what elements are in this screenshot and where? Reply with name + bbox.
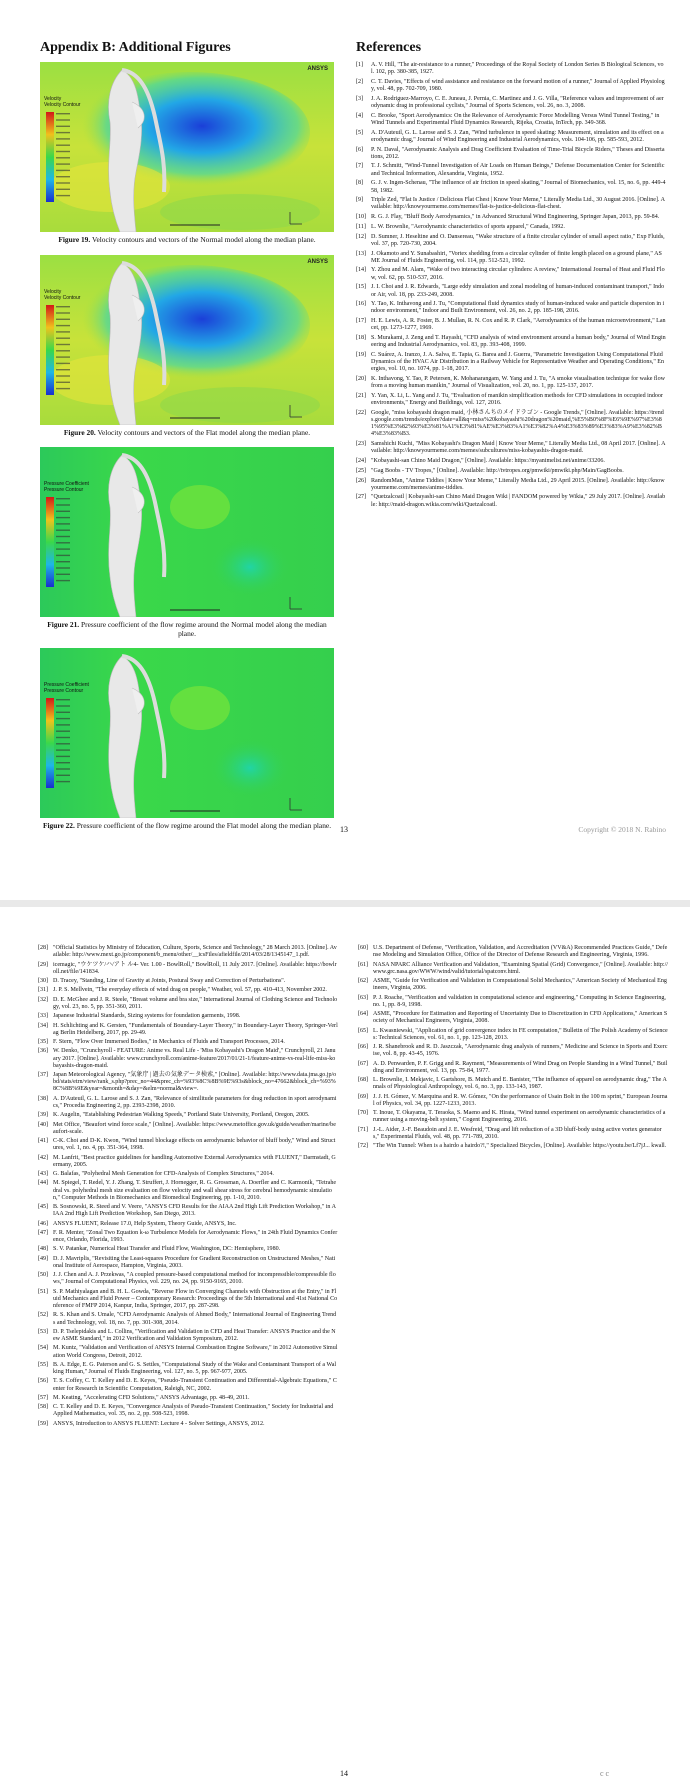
- figure-caption: [40, 236, 334, 245]
- reference-item: [358, 1094, 668, 1108]
- reference-number: [24]: [356, 458, 367, 464]
- figure-caption: [40, 429, 334, 438]
- reference-item: [38, 1221, 338, 1228]
- page-number: 13: [340, 825, 348, 834]
- reference-number: [6]: [356, 146, 364, 153]
- color-legend-bar: [46, 497, 54, 587]
- reference-number: [17]: [356, 318, 367, 325]
- reference-item: [358, 1011, 668, 1025]
- reference-number: [21]: [356, 392, 367, 399]
- figure-label: Figure 21.: [47, 620, 80, 630]
- reference-number: [51]: [38, 1288, 49, 1295]
- reference-number: [46]: [38, 1220, 49, 1227]
- reference-number: [59]: [38, 1420, 49, 1427]
- reference-number: [55]: [38, 1361, 49, 1368]
- reference-text: D. J. Mavriplis, "Revisiting the Least-squares Procedure for Gradient Reconstruction on Unstructured Meshes," National Institute of Aerospace, Hampton, Virginia, 2003.: [53, 1255, 336, 1269]
- reference-text: A. D'Auteuil, G. L. Larose and S. J. Zan, "Relevance of similitude parameters for drag reduction in sport aerodynamics," Procedia Engineering 2, pp. 2393-2398, 2010.: [53, 1095, 337, 1109]
- reference-text: J. I. Choi and J. R. Edwards, "Large eddy simulation and zonal modeling of human-induced contaminant transport," Indoor Air, vol. 18, pp. 233-249, 2008.: [371, 284, 665, 298]
- reference-item: [38, 962, 338, 976]
- reference-number: [15]: [356, 284, 367, 291]
- reference-text: K. Augelin, "Establishing Pedestrian Walking Speeds," Portland State University, Portland, Oregon, 2005.: [53, 1112, 310, 1119]
- reference-text: C. Suárez, A. Iranzo, J. A. Salva, E. Tapia, G. Barea and J. Guerra, "Parametric Investigation Using Computational Fluid Dynamics of the HVAC Air Distribution in a Railway Vehicle for Representative Weather and Operating Conditions," Energies, vol. 10, no. 1074, pp. 1-18, 2017.: [371, 352, 665, 373]
- reference-item: [356, 234, 666, 248]
- figure-21-image: [40, 447, 334, 617]
- reference-number: [66]: [358, 1044, 369, 1050]
- signature: c c: [600, 1769, 610, 1778]
- reference-item: [356, 214, 666, 221]
- reference-text: G. Balafas, "Polyhedral Mesh Generation for CFD-Analysis of Complex Structures," 2014.: [53, 1171, 274, 1178]
- legend-title: Pressure Coefficient Pressure Contour: [44, 481, 89, 494]
- reference-number: [18]: [356, 335, 367, 342]
- reference-text: J.-L. Aider, J.-F. Beaudoin and J. E. Wesfreid, "Drag and lift reduction of a 3D bluff-body using active vortex generators," Experimental Fluids, vol. 48, pp. 771-789, 2010.: [373, 1126, 662, 1140]
- contour-background: [40, 447, 334, 617]
- reference-text: U.S. Department of Defense, "Verification, Validation, and Accreditation (VV&A) Recommended Practices Guide," Defense Modeling and Simulation Office, Office of the Director of Defense Research and Engineering, Virginia, 1996.: [373, 945, 668, 959]
- reference-text: Triple Zed, "Flat Is Justice / Delicious Flat Chest | Know Your Meme," Literally Media Ltd., 30 August 2016. [Online]. Available: http://knowyourmeme.com/memes/flat-is-justice-delicious-flat-chest.: [371, 197, 665, 211]
- reference-number: [34]: [38, 1022, 49, 1029]
- reference-number: [63]: [358, 994, 369, 1001]
- reference-number: [33]: [38, 1013, 49, 1020]
- appendix-title: Appendix B: Additional Figures: [40, 40, 231, 55]
- reference-text: J. Okamoto and Y. Sunabashiri, "Vortex shedding from a circular cylinder of finite length placed on a ground plane," ASME Journal of Fluids Engineering, vol. 114, pp. 512-521, 1992.: [371, 250, 662, 264]
- reference-item: [356, 180, 666, 194]
- reference-number: [30]: [38, 978, 49, 984]
- reference-text: M. Keating, "Accelerating CFD Solutions," ANSYS Advantage, pp. 48-49, 2011.: [53, 1394, 250, 1401]
- reference-item: [38, 978, 338, 985]
- reference-item: [356, 335, 666, 349]
- reference-item: [356, 441, 666, 455]
- reference-item: [38, 1204, 338, 1218]
- reference-number: [54]: [38, 1345, 49, 1352]
- reference-item: [358, 1061, 668, 1075]
- reference-number: [48]: [38, 1246, 49, 1253]
- reference-number: [44]: [38, 1180, 49, 1187]
- reference-number: [8]: [356, 180, 364, 187]
- reference-number: [4]: [356, 112, 364, 119]
- reference-text: P. N. Daval, "Aerodynamic Analysis and Drag Coefficient Evaluation of Time-Trial Bicycle Riders," Theses and Dissertations, 2012.: [371, 146, 665, 160]
- contour-background: [40, 648, 334, 818]
- reference-item: [38, 1122, 338, 1136]
- figure-19-image: [40, 62, 334, 232]
- reference-text: "Official Statistics by Ministry of Education, Culture, Sports, Science and Technology," 28 March 2013. [Online]. Available: http://www.mext.go.jp/component/b_menu/other/__icsFiles/afieldfile/2014/03/28/1345147_1.pdf.: [53, 945, 337, 959]
- reference-number: [72]: [358, 1143, 369, 1149]
- reference-number: [5]: [356, 129, 364, 136]
- reference-item: [38, 1230, 338, 1244]
- reference-item: [38, 1096, 338, 1110]
- reference-number: [61]: [358, 961, 369, 968]
- reference-text: ANSYS, Introduction to ANSYS FLUENT: Lecture 4 - Solver Settings, ANSYS, 2012.: [53, 1420, 265, 1427]
- reference-text: D. Tracey, "Standing, Line of Gravity at Joints, Postural Sway and Correction of Perturbations".: [53, 978, 286, 984]
- reference-item: [356, 468, 666, 475]
- reference-text: F. Stern, "Flow Over Immersed Bodies," in Mechanics of Fluids and Transport Processes, 2014.: [53, 1039, 285, 1046]
- reference-number: [16]: [356, 301, 367, 308]
- reference-number: [68]: [358, 1077, 369, 1083]
- references-list-left: [38, 945, 338, 1430]
- reference-text: C. T. Kelley and D. E. Keyes, "Convergence Analysis of Pseudo-Transient Continuation," Society for Industrial and Applied Mathematics, vol. 35, no. 2, pp. 508-523, 1998.: [53, 1404, 334, 1418]
- reference-text: J. J. Chen and A. J. Przekwas, "A coupled pressure-based computational method for incompressible/compressible flows," Journal of Computational Physics, vol. 229, no. 24, pp. 9150-9165, 2010.: [53, 1272, 336, 1286]
- reference-text: S. Murakami, J. Zeng and T. Hayashi, "CFD analysis of wind environment around a human body," Journal of Wind Engineering and Industrial Aerodynamics, vol. 83, pp. 393-408, 1999.: [371, 335, 666, 349]
- reference-item: [356, 62, 666, 76]
- references-column: [356, 40, 666, 511]
- reference-number: [2]: [356, 78, 364, 85]
- references-list: [356, 62, 666, 509]
- references-list-right: [358, 945, 668, 1152]
- reference-item: [358, 1110, 668, 1124]
- reference-number: [47]: [38, 1229, 49, 1236]
- reference-text: A. D'Auteuil, G. L. Larose and S. J. Zan, "Wind turbulence in speed skating: Measurement, simulation and its effect on aerodynamic drag," Journal of Wind Engineering and Industrial Aerodynamics, vols. 104-106, pp. 585-593, 2012.: [371, 129, 664, 143]
- reference-item: [38, 987, 338, 994]
- page-14: [0, 907, 690, 1791]
- reference-item: [38, 1138, 338, 1152]
- reference-number: [10]: [356, 214, 367, 221]
- reference-text: M. Lanfrit, "Best practice guidelines for handling Automotive External Aerodynamics with FLUENT," Darmstadt, Germany, 2005.: [53, 1154, 336, 1168]
- reference-item: [38, 1180, 338, 1201]
- reference-number: [39]: [38, 1112, 49, 1119]
- reference-text: C. Brooke, "Sport Aerodynamics: On the Relevance of Aerodynamic Force Modelling Versus Wind Tunnel Testing," in Wind Tunnels and Experimental Fluid Dynamics Research, Rijeka, Croatia, InTech, pp. 349-368.: [371, 112, 660, 126]
- reference-text: Samshichi Kuchi, "Miss Kobayashi's Dragon Maid | Know Your Meme," Literally Media Ltd., 08 April 2017. [Online]. Available: http://knowyourmeme.com/memes/subcultures/miss-kobayashis-dragon-maid.: [371, 441, 666, 455]
- reference-text: B. A. Edge, E. G. Paterson and G. S. Settles, "Computational Study of the Wake and Contaminant Transport of a Walking Human," Journal of Fluids Engineering, vol. 127, no. 5, pp. 967-977, 2005.: [53, 1361, 337, 1376]
- reference-item: [38, 945, 338, 959]
- reference-item: [358, 945, 668, 959]
- figure-caption: [40, 621, 334, 638]
- reference-item: [356, 318, 666, 332]
- reference-item: [38, 1256, 338, 1270]
- reference-text: J. P. S. Mellvein, "The everyday effects of wind drag on people," Weather, vol. 57, pp. 410-413, November 2002.: [53, 987, 327, 994]
- reference-item: [356, 494, 666, 508]
- reference-item: [358, 962, 668, 976]
- reference-item: [358, 995, 668, 1009]
- legend-title: Velocity Velocity Contour: [44, 96, 81, 108]
- reference-item: [358, 1077, 668, 1091]
- figure-caption-text: Velocity contours and vectors of the Flat model along the median plane.: [95, 427, 311, 437]
- reference-text: F. R. Menter, "Zonal Two Equation k-ω Turbulence Models for Aerodynamic Flows," in 24th Fluid Dynamics Conference, Orlando, Florida, 1993.: [53, 1229, 338, 1244]
- figure-caption-text: Pressure coefficient of the flow regime around the Normal model along the median plane.: [79, 620, 327, 638]
- reference-number: [70]: [358, 1110, 369, 1116]
- figure-20-image: [40, 255, 334, 425]
- reference-text: J. A. Rodriguez-Marroyo, C. E. Juneau, J. Pernia, C. Martinez and J. G. Villa, "Reference values and improvement of aerodynamic drag in professional cyclists," Journal of Sports Sciences, vol. 26, no. 3, 2008.: [371, 95, 664, 109]
- reference-number: [43]: [38, 1171, 49, 1178]
- figure-label: Figure 20.: [63, 427, 96, 437]
- reference-item: [356, 113, 666, 127]
- reference-number: [41]: [38, 1138, 49, 1145]
- reference-item: [38, 1112, 338, 1119]
- reference-number: [50]: [38, 1272, 49, 1279]
- reference-text: "Kobayashi-san Chino Maid Dragon," [Online]. Available: https://myanimelist.net/anime/33206.: [371, 458, 605, 464]
- reference-text: Met Office, "Beaufort wind force scale," [Online]. Available: https://www.metoffice.gov.uk/guide/weather/marine/beaufort-scale.: [53, 1121, 336, 1135]
- reference-number: [22]: [356, 409, 367, 416]
- reference-number: [42]: [38, 1154, 49, 1161]
- reference-text: "The Win Tunnel: When is a hairdo a hairdo?!," Specialized Bicycles, [Online]. Available: https://youtu.be/Lf7jJ... kwall.: [373, 1143, 667, 1149]
- reference-text: Y. Yan, X. Li, L. Yang and J. Tu, "Evaluation of manikin simplification methods for CFD simulations in occupied indoor environments," Energy and Buildings, vol. 127, 2016.: [371, 392, 663, 407]
- figure-caption: [40, 822, 334, 831]
- reference-text: K. Inthavong, Y. Tao, P. Petersen, K. Mohanarangam, W. Yang and J. Tu, "A smoke visualisation technique for wake flow from a moving human manikin," Journal of Visualization, vol. 20, no. 1, pp. 125-137, 2017.: [371, 376, 666, 390]
- ansys-logo: ANSYS: [307, 258, 328, 265]
- legend-title: Velocity Velocity Contour: [44, 288, 81, 301]
- reference-item: [38, 1048, 338, 1069]
- reference-number: [38]: [38, 1095, 49, 1102]
- figure-caption-text: Velocity contours and vectors of the Normal model along the median plane.: [90, 235, 316, 244]
- reference-item: [356, 376, 666, 390]
- reference-text: D. Sumner, J. Heseltine and O. Dansereau, "Wake structure of a finite circular cylinder of small aspect ratio," Exp Fluids, vol. 37, pp. 720-730, 2004.: [371, 233, 665, 247]
- reference-text: T. J. Schmitt, "Wind-Tunnel Investigation of Air Loads on Human Beings," Defense Documentation Center for Scientific and Technical Information, Alexandria, Virginia, 1952.: [371, 163, 665, 177]
- page-number: 14: [340, 1769, 348, 1778]
- reference-number: [56]: [38, 1378, 49, 1385]
- reference-number: [58]: [38, 1404, 49, 1411]
- reference-text: C. T. Davies, "Effects of wind assistance and resistance on the forward motion of a runner," Journal of Applied Physiology, vol. 48, pp. 702-709, 1980.: [371, 78, 665, 93]
- reference-text: Japan Meteorological Agency, "気象庁 | 過去の気象データ検索," [Online]. Available: http://www.data.jma.go.jp/obd/stats/etrn/view/rank_s.php?prec_no=44&prec_ch=%93%8C%8B%9E%93s&block_no=47662&block_ch=%93%8C%8B%9E&year=&month=&day=&elm=normal&view=.: [53, 1072, 337, 1093]
- reference-number: [7]: [356, 163, 364, 170]
- reference-item: [38, 1404, 338, 1418]
- reference-number: [1]: [356, 62, 364, 68]
- reference-text: L. Brownlie, I. Mekjavic, I. Gartshore, B. Mutch and E. Banister, "The influence of apparel on aerodynamic drag," The Annals of Physiological Anthropology, vol. 6, no. 3, pp. 133-143, 1987.: [373, 1077, 667, 1091]
- reference-item: [38, 1171, 338, 1178]
- reference-item: [38, 1023, 338, 1037]
- reference-item: [38, 1013, 338, 1020]
- reference-number: [40]: [38, 1121, 49, 1128]
- reference-item: [356, 410, 666, 439]
- reference-text: A. V. Hill, "The air-resistance to a runner," Proceedings of the Royal Society of London Series B Biological Sciences, vol. 102, pp. 380-385, 1927.: [371, 62, 664, 76]
- reference-item: [356, 284, 666, 298]
- reference-text: L. Kwasniewski, "Application of grid convergence index in FE computation," Bulletin of The Polish Academy of Sciences: Technical Sciences, vol. 61, no. 1, pp. 123-128, 2013.: [373, 1027, 668, 1041]
- reference-text: Japanese Industrial Standards, Sizing systems for foundation garments, 1998.: [53, 1013, 241, 1020]
- reference-item: [356, 267, 666, 281]
- reference-text: P. J. Roache, "Verification and validation in computational science and engineering," Computing in Science Engineering, no. 1, pp. 8-9, 1998.: [373, 994, 666, 1008]
- reference-text: RandomMan, "Anime Tiddies | Know Your Meme," Literally Media Ltd., 29 April 2015. [Online]. Available: http://knowyourmeme.com/memes/anime-tiddies.: [371, 477, 665, 491]
- reference-text: B. Sosnowski, R. Steed and V. Veere, "ANSYS CFD Results for the AIAA 2nd High Lift Prediction Workshop," in AIAA 2nd High Lift Prediction Workshop, San Diego, 2013.: [53, 1204, 337, 1218]
- reference-item: [358, 1143, 668, 1150]
- reference-number: [26]: [356, 477, 367, 484]
- references-title: References: [356, 40, 422, 55]
- reference-text: T. Inoue, T. Okayama, T. Teraoka, S. Maeno and K. Hirata, "Wind tunnel experiment on aerodynamic characteristics of a runner using a moving-belt system," Cogent Engineering, 2016.: [373, 1110, 666, 1124]
- reference-number: [36]: [38, 1048, 49, 1055]
- reference-number: [53]: [38, 1328, 49, 1335]
- reference-text: J. R. Shanebrook and R. D. Jaszczak, "Aerodynamic drag analysis of runners," Medicine and Science in Sports and Exercise, vol. 8, pp. 43-45, 1976.: [373, 1044, 668, 1058]
- reference-text: J. J. H. Gómez, V. Marquina and R. W. Gómez, "On the performance of Usain Bolt in the 100 m sprint," European Journal of Physics, vol. 34, pp. 1227-1233, 2013.: [373, 1093, 668, 1107]
- reference-number: [12]: [356, 233, 367, 240]
- reference-item: [356, 224, 666, 231]
- reference-number: [27]: [356, 494, 367, 501]
- appendix-column: [40, 40, 334, 841]
- reference-number: [49]: [38, 1255, 49, 1262]
- reference-number: [11]: [356, 223, 366, 230]
- reference-text: R. G. J. Flay, "Bluff Body Aerodynamics," in Advanced Structural Wind Engineering, Springer Japan, 2013, pp. 59-84.: [371, 214, 660, 221]
- reference-item: [38, 1272, 338, 1286]
- reference-number: [3]: [356, 95, 364, 102]
- reference-text: R. S. Khan and S. Umale, "CFD Aerodynamic Analysis of Ahmed Body," International Journal of Engineering Trends and Technology, vol. 18, no. 7, pp. 301-308, 2014.: [53, 1312, 337, 1326]
- reference-item: [356, 96, 666, 110]
- reference-item: [38, 1395, 338, 1402]
- reference-item: [358, 1127, 668, 1141]
- figures-container: [40, 62, 334, 831]
- reference-item: [356, 251, 666, 265]
- legend-title: Pressure Coefficient Pressure Contour: [44, 682, 89, 695]
- reference-item: [356, 130, 666, 144]
- reference-text: ASME, "Procedure for Estimation and Reporting of Uncertainty Due to Discretization in CFD Applications," American Society of Mechanical Engineers, Virginia, 2008.: [373, 1011, 668, 1025]
- figure-caption-text: Pressure coefficient of the flow regime around the Flat model along the median plane.: [74, 821, 332, 831]
- reference-item: [38, 1421, 338, 1428]
- reference-item: [356, 352, 666, 373]
- reference-text: T. S. Coffey, C. T. Kelley and D. E. Keyes, "Pseudo-Transient Continuation and Differential-Algebraic Equations," Center for Research in Scientific Computation, Raleigh, NC, 2002.: [53, 1378, 337, 1392]
- reference-text: Y. Tao, K. Inthavong and J. Tu, "Computational fluid dynamics study of human-induced wake and particle dispersion in indoor environment," Indoor and Built Environment, vol. 26, no. 2, pp. 185-198, 2016.: [371, 301, 665, 315]
- reference-item: [356, 197, 666, 211]
- copyright: Copyright © 2018 N. Rabino: [578, 825, 666, 834]
- reference-item: [38, 1362, 338, 1376]
- reference-text: icemagic, "ウケツケ/ハ/アト ル4- Ver. 1.00 - BowlRoll," BowlRoll, 11 July 2017. [Online]. Available: https://bowlroll.net/file/141834.: [53, 961, 337, 975]
- reference-text: M. Spiegel, T. Redel, Y. J. Zhang, T. Struffert, J. Hornegger, R. G. Grossman, A. Doerfler and C. Karmonik, "Tetrahedral vs. polyhedral mesh size evaluation on flow velocity and wall shear stress for cerebral hemodynamic simulation," Computer Methods in Biomechanics and Biomedical Engineering, pp. 1-10, 2010.: [53, 1180, 337, 1201]
- reference-item: [38, 1039, 338, 1046]
- reference-item: [358, 978, 668, 992]
- reference-text: D. E. McGhee and J. R. Steele, "Breast volume and bra size," International Journal of Clothing Science and Technology, vol. 23, no. 5, pp. 351-360, 2011.: [53, 996, 338, 1010]
- reference-text: C-K. Choi and D-K. Kwon, "Wind tunnel blockage effects on aerodynamic behavior of bluff body," Wind and Structures, vol. 1, no. 4, pp. 351-364, 1998.: [53, 1138, 336, 1152]
- reference-text: Y. Zhou and M. Alam, "Wake of two interacting circular cylinders: A review," International Journal of Heat and Fluid Flow, vol. 62, pp. 510-537, 2016.: [371, 267, 665, 281]
- reference-item: [38, 1289, 338, 1310]
- figure-22-image: [40, 648, 334, 818]
- reference-item: [38, 1329, 338, 1343]
- reference-number: [52]: [38, 1312, 49, 1319]
- figure-label: Figure 19.: [58, 235, 91, 244]
- reference-text: H. Schlichting and K. Gersten, "Fundamentals of Boundary-Layer Theory," in Boundary-Layer Theory, Springer-Verlag Berlin Heidelberg, 2017, pp. 29-49.: [53, 1022, 338, 1036]
- reference-number: [69]: [358, 1093, 369, 1100]
- reference-number: [32]: [38, 996, 49, 1003]
- reference-number: [37]: [38, 1072, 49, 1079]
- reference-text: S. V. Patankar, Numerical Heat Transfer and Fluid Flow, Washington, DC: Hemisphere, 1980.: [53, 1246, 281, 1253]
- color-legend-bar: [46, 698, 54, 788]
- reference-item: [38, 1312, 338, 1326]
- reference-item: [38, 997, 338, 1011]
- reference-item: [38, 1378, 338, 1392]
- reference-item: [358, 1044, 668, 1058]
- color-legend-bar: [46, 112, 54, 202]
- reference-number: [23]: [356, 441, 367, 448]
- reference-number: [31]: [38, 987, 49, 994]
- reference-text: "Quetzalcoatl | Kobayashi-san Chino Maid Dragon Wiki | FANDOM powered by Wikia," 29 July 2017. [Online]. Available: http://maid-dragon.wikia.com/wiki/Quetzalcoatl.: [371, 494, 666, 508]
- reference-text: D. P. Tselepidakis and L. Collins, "Verification and Validation in CFD and Heat Transfer: ANSYS Practice and the New ASME Standard," in 2012 Verification and Validation Symposium, 2012.: [53, 1328, 336, 1343]
- reference-item: [38, 1155, 338, 1169]
- reference-item: [356, 478, 666, 492]
- reference-number: [28]: [38, 945, 49, 951]
- reference-text: S. P. Mathiyalagan and B. H. L. Gowda, "Reverse Flow in Converging Channels with Obstruction at the Entry," in Fluid Mechanics and Fluid Power – Contemporary Research: Proceedings of the 5th International and 41st National Conference of FMFP 2014, Kanpur, India, Springer, 2017, pp. 287-298.: [53, 1288, 338, 1310]
- reference-number: [65]: [358, 1027, 369, 1034]
- reference-text: ASME, "Guide for Verification and Validation in Computational Solid Mechanics," American Society of Mechanical Engineers, Virginia, 2006.: [373, 978, 667, 992]
- reference-number: [19]: [356, 352, 367, 358]
- reference-item: [356, 301, 666, 315]
- reference-text: M. Kuntz, "Validation and Verification of ANSYS Internal Combustion Engine Software," in 2012 Automotive Simulation World Congress, Detroit, 2012.: [53, 1345, 338, 1359]
- reference-item: [356, 393, 666, 407]
- reference-text: A. D. Penwarden, P. F. Grigg and R. Rayment, "Measurements of Wind Drag on People Standing in a Wind Tunnel," Building and Environment, vol. 13, pp. 75-84, 1977.: [373, 1060, 668, 1074]
- reference-item: [38, 1246, 338, 1253]
- reference-number: [29]: [38, 961, 49, 968]
- reference-number: [71]: [358, 1126, 369, 1133]
- reference-number: [62]: [358, 978, 369, 984]
- reference-item: [358, 1028, 668, 1042]
- reference-text: W. Denko, "Crunchyroll - FEATURE: Anime vs. Real Life - 'Miss Kobayashi's Dragon Maid'," Crunchyroll, 21 January 2017. [Online]. Available: www.crunchyroll.com/anime-feature/2017/01/21-1/feature-anime-vs-real-life-miss-kobayashis-dragon-maid.: [53, 1048, 336, 1069]
- reference-number: [67]: [358, 1060, 369, 1067]
- reference-number: [57]: [38, 1394, 49, 1401]
- reference-text: G. J. v. Ingen-Schenau, "The influence of air friction in speed skating," Journal of Biomechanics, vol. 15, no. 6, pp. 449-458, 1982.: [371, 180, 666, 194]
- reference-number: [9]: [356, 197, 364, 204]
- reference-text: "Gag Boobs - TV Tropes," [Online]. Available: http://tvtropes.org/pmwiki/pmwiki.php/Main/GagBoobs.: [371, 467, 624, 474]
- reference-number: [60]: [358, 945, 369, 951]
- reference-text: Google, "miss kobayashi dragon maid, 小林さんちのメイドラゴン - Google Trends," [Online]. Available: https://trends.google.com/trends/explore?date=all&q=miss%20kobayashi%20dragon%20maid,%E5%B0%8F%E6%9E%97%E3%81%95%E3%82%93%E3%81%A1%E3%81%AE%E3%83%A1%E3%82%A4%E3%83%89%E3%83%A9%E3%82%B4%E3%83%B3.: [371, 409, 664, 438]
- ansys-logo: ANSYS: [307, 66, 328, 72]
- reference-item: [38, 1072, 338, 1093]
- reference-text: H. E. Lewis, A. R. Foster, B. J. Mullan, R. N. Cox and R. P. Clark, "Aerodynamics of the human microenvironment," Lancet, pp. 1273-1277, 1969.: [371, 318, 666, 332]
- reference-item: [356, 458, 666, 465]
- reference-text: L. W. Brownlie, "Aerodynamic characteristics of sports apparel," Canada, 1992.: [371, 223, 565, 230]
- reference-number: [45]: [38, 1204, 49, 1211]
- reference-number: [13]: [356, 250, 367, 257]
- reference-number: [14]: [356, 267, 367, 274]
- reference-text: NASA NPARC Alliance Verification and Validation, "Examining Spatial (Grid) Convergence," [Online]. Available: http://www.grc.nasa.gov/WWW/wind/valid/tutorial/spatconv.html.: [373, 961, 668, 975]
- reference-number: [25]: [356, 467, 367, 474]
- reference-item: [356, 79, 666, 93]
- reference-item: [356, 147, 666, 161]
- reference-number: [35]: [38, 1039, 49, 1046]
- figure-label: Figure 22.: [42, 821, 75, 831]
- color-legend-bar: [46, 305, 54, 395]
- reference-item: [356, 163, 666, 177]
- reference-text: ANSYS FLUENT, Release 17.0, Help System, Theory Guide, ANSYS, Inc.: [53, 1220, 237, 1227]
- reference-number: [20]: [356, 376, 367, 383]
- reference-item: [38, 1345, 338, 1359]
- reference-number: [64]: [358, 1011, 369, 1017]
